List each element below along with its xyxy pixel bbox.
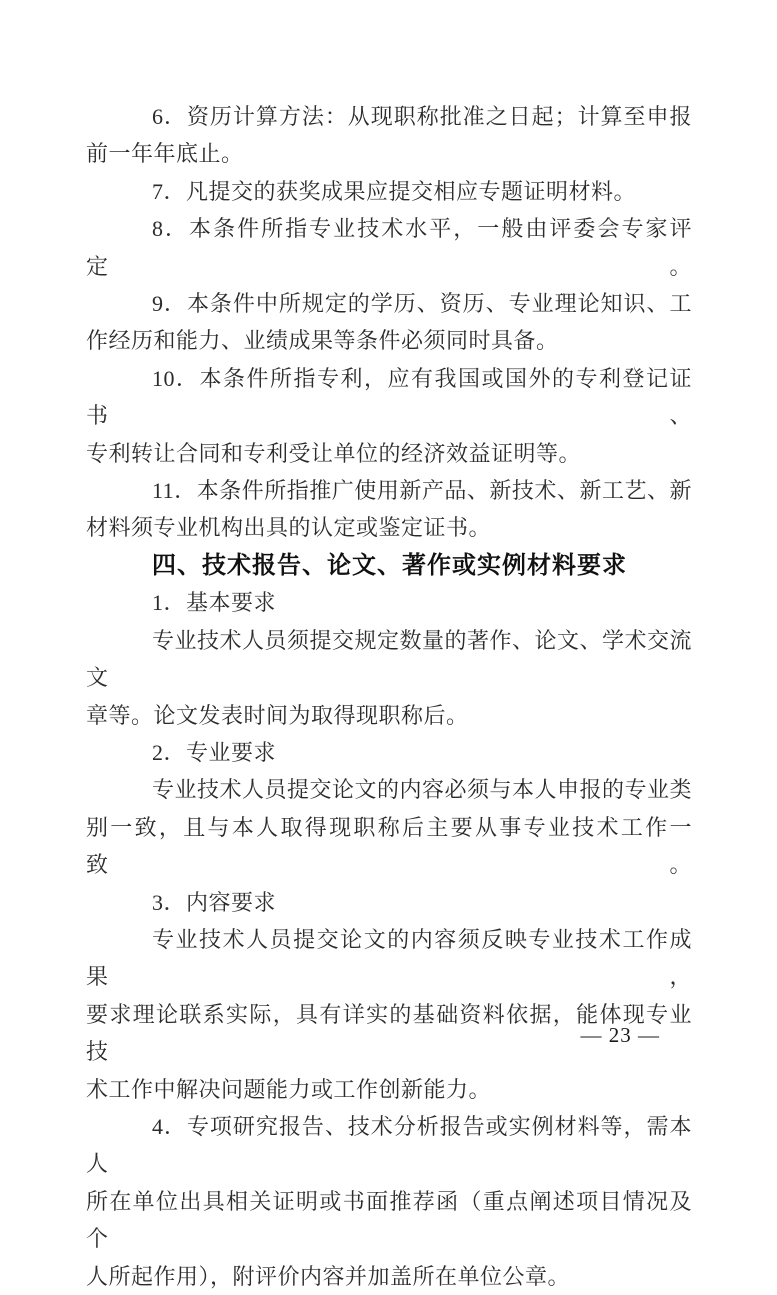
text-line: 所在单位出具相关证明或书面推荐函（重点阐述项目情况及个 xyxy=(86,1188,692,1252)
document-body xyxy=(86,98,692,1295)
paragraph-item-9 xyxy=(86,285,692,360)
page-number: — 23 — xyxy=(580,1023,660,1047)
text-line: 术工作中解决问题能力或工作创新能力。 xyxy=(86,1076,492,1102)
paragraph-item-8 xyxy=(86,210,692,285)
text-line: 9．本条件中所规定的学历、资历、专业理论知识、工 xyxy=(152,291,692,317)
subitem-1-heading xyxy=(86,584,692,621)
paragraph-item-7 xyxy=(86,173,692,210)
paragraph-item-10 xyxy=(86,360,692,472)
text-line: 1．基本要求 xyxy=(152,590,277,616)
text-line: 3．内容要求 xyxy=(152,889,277,915)
subitem-4-body xyxy=(86,1108,692,1295)
text-line: 材料须专业机构出具的认定或鉴定证书。 xyxy=(86,515,492,541)
text-line: 要求理论联系实际，具有详实的基础资料依据，能体现专业技 xyxy=(86,1001,692,1065)
text-line: 章等。论文发表时间为取得现职称后。 xyxy=(86,702,469,728)
text-line: 4．专项研究报告、技术分析报告或实例材料等，需本人 xyxy=(86,1113,692,1177)
paragraph-item-11 xyxy=(86,472,692,547)
text-line: 10．本条件所指专利，应有我国或国外的专利登记证书、 xyxy=(86,365,692,429)
subitem-3-heading xyxy=(86,884,692,921)
page-footer xyxy=(581,1020,661,1050)
text-line: 专业技术人员提交论文的内容须反映专业技术工作成果， xyxy=(86,926,692,990)
paragraph-item-6 xyxy=(86,98,692,173)
text-line: 专业技术人员提交论文的内容必须与本人申报的专业类 xyxy=(152,777,693,803)
text-line: 专业技术人员须提交规定数量的著作、论文、学术交流文 xyxy=(86,627,693,691)
text-line: 8．本条件所指专业技术水平，一般由评委会专家评定。 xyxy=(86,216,692,279)
text-line: 6．资历计算方法：从现职称批准之日起；计算至申报 xyxy=(152,104,692,129)
text-line: 作经历和能力、业绩成果等条件必须同时具备。 xyxy=(86,328,559,354)
subitem-2-heading xyxy=(86,734,692,771)
section-heading-text: 四、技术报告、论文、著作或实例材料要求 xyxy=(152,551,627,579)
subitem-2-body xyxy=(86,771,692,883)
text-line: 前一年年底止。 xyxy=(86,141,244,167)
subitem-3-body xyxy=(86,921,692,1108)
subitem-1-body xyxy=(86,622,692,734)
text-line: 人所起作用），附评价内容并加盖所在单位公章。 xyxy=(86,1263,571,1289)
text-line: 11．本条件所指推广使用新产品、新技术、新工艺、新 xyxy=(152,478,692,504)
text-line: 专利转让合同和专利受让单位的经济效益证明等。 xyxy=(86,440,582,466)
section-heading-4 xyxy=(86,547,692,584)
text-line: 7．凡提交的获奖成果应提交相应专题证明材料。 xyxy=(152,178,637,204)
text-line: 别一致，且与本人取得现职称后主要从事专业技术工作一致。 xyxy=(86,814,692,878)
text-line: 2．专业要求 xyxy=(152,739,277,765)
